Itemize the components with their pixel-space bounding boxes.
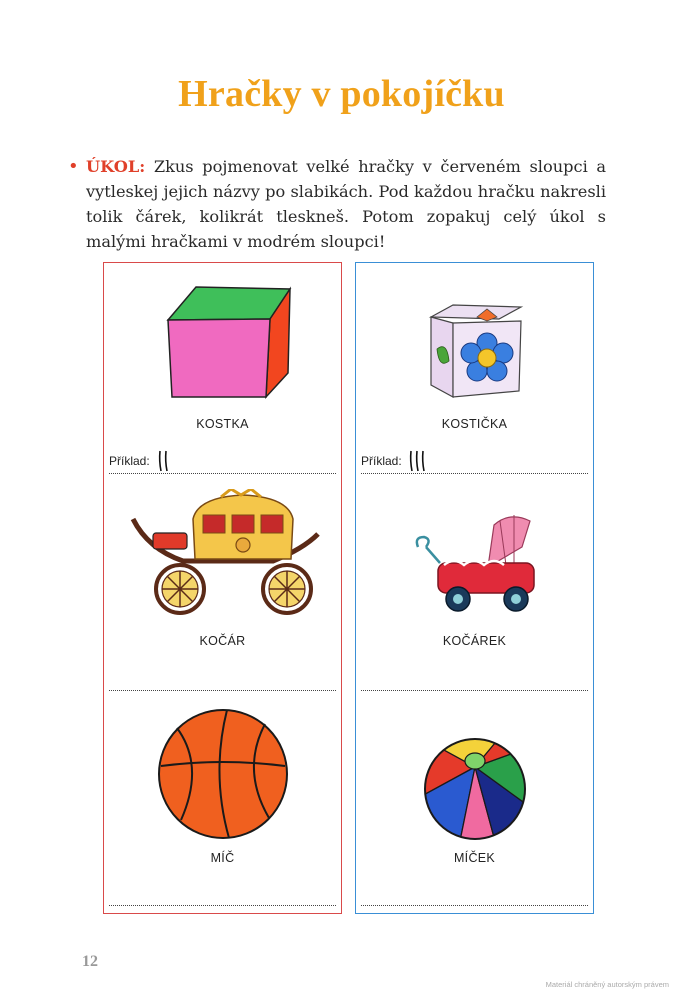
item-label-mic: MÍČ — [210, 851, 235, 865]
item-label-kosticka: KOSTIČKA — [441, 417, 508, 431]
basketball-icon — [104, 706, 341, 841]
answer-line[interactable] — [361, 905, 588, 906]
example-row — [361, 449, 426, 473]
toy-block-icon — [356, 303, 593, 399]
page-title: Hračky v pokojíčku — [178, 73, 505, 115]
task-instructions — [86, 154, 606, 254]
tally-marks-icon — [156, 449, 170, 473]
answer-line[interactable] — [109, 473, 336, 474]
tally-marks-icon — [408, 449, 426, 473]
example-label: Příklad: — [361, 454, 402, 468]
example-row — [109, 449, 170, 473]
task-label: ÚKOL: — [86, 157, 146, 176]
answer-line[interactable] — [109, 905, 336, 906]
carriage-icon — [104, 489, 341, 619]
blue-column — [355, 262, 594, 914]
copyright-notice: Materiál chráněný autorským právem — [545, 980, 669, 989]
item-label-micek: MÍČEK — [453, 851, 496, 865]
item-label-kocarek: KOČÁREK — [442, 634, 507, 648]
task-text: Zkus pojmenovat velké hračky v červeném sloupci a vytleskej jejich názvy po slabikách. Pod každou hračku nakresli tolik čárek, kolikrát tleskneš. Potom zopakuj celý úkol s malými hračkami v modrém sloupci! — [86, 157, 606, 251]
item-label-kostka: KOSTKA — [196, 417, 249, 431]
red-column — [103, 262, 342, 914]
item-label-kocar: KOČÁR — [199, 634, 246, 648]
example-label: Příklad: — [109, 454, 150, 468]
answer-line[interactable] — [361, 690, 588, 691]
bullet-icon: • — [68, 156, 79, 177]
beach-ball-icon — [356, 737, 593, 841]
cube-icon — [104, 275, 341, 400]
answer-line[interactable] — [361, 473, 588, 474]
pram-icon — [356, 507, 593, 617]
page-number: 12 — [82, 953, 98, 970]
answer-line[interactable] — [109, 690, 336, 691]
